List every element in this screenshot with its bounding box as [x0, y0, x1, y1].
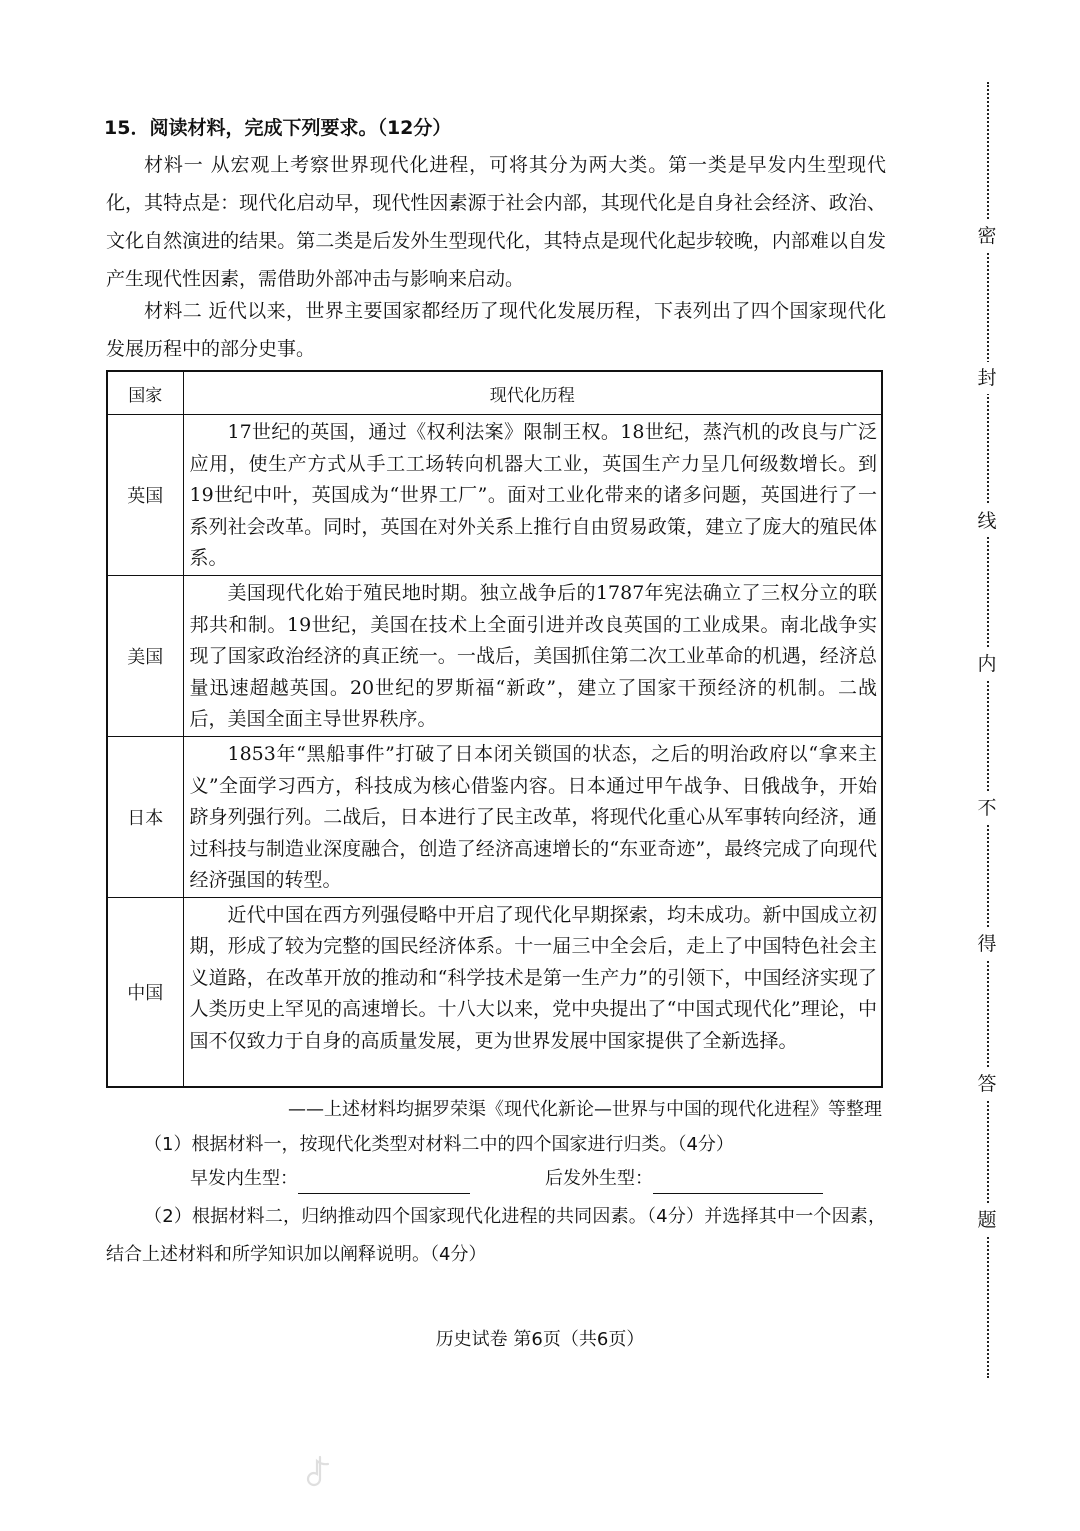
- page-footer: 历史试卷 第6页（共6页）: [435, 1329, 645, 1350]
- table-row: [107, 576, 882, 737]
- answer-line-late: [545, 1164, 823, 1194]
- seal-char: 不: [971, 792, 1003, 824]
- blank-late-exogenous[interactable]: [653, 1171, 823, 1194]
- country-cell: 中国: [107, 897, 183, 1087]
- process-cell: 17世纪的英国，通过《权利法案》限制王权。18世纪，蒸汽机的改良与广泛应用，使生产方式从手工工场转向机器大工业，英国生产力呈几何级数增长。到19世纪中叶，英国成为“世界工厂”。面对工业化带来的诸多问题，英国进行了一系列社会改革。同时，英国在对外关系上推行自由贸易政策，建立了庞大的殖民体系。: [183, 415, 882, 576]
- country-cell: 美国: [107, 576, 183, 737]
- process-cell: 美国现代化始于殖民地时期。独立战争后的1787年宪法确立了三权分立的联邦共和制。19世纪，美国在技术上全面引进并改良英国的工业成果。南北战争实现了国家政治经济的真正统一。一战后，美国抓住第二次工业革命的机遇，经济总量迅速超越英国。20世纪的罗斯福“新政”，建立了国家干预经济的机制。二战后，美国全面主导世界秩序。: [183, 576, 882, 737]
- header-country: 国家: [107, 371, 183, 415]
- seal-char: 答: [971, 1068, 1003, 1100]
- seal-char: 线: [971, 505, 1003, 537]
- label-late-exogenous: 后发外生型：: [545, 1168, 653, 1189]
- table-row: [107, 737, 882, 898]
- seal-char: 密: [971, 220, 1003, 252]
- country-cell: 日本: [107, 737, 183, 898]
- music-note-watermark-icon: [304, 1455, 334, 1493]
- question-title: 15．阅读材料，完成下列要求。（12分）: [104, 117, 452, 139]
- seal-char: 得: [971, 928, 1003, 960]
- seal-char: 内: [971, 648, 1003, 680]
- sub-question-2: （2）根据材料二，归纳推动四个国家现代化进程的共同因素。（4分）并选择其中一个因素，结合上述材料和所学知识加以阐释说明。（4分）: [106, 1206, 886, 1265]
- seal-dotted-line: [987, 82, 989, 1378]
- seal-char: 封: [971, 362, 1003, 394]
- table-header-row: [107, 371, 882, 415]
- answer-line-early: [190, 1164, 470, 1194]
- sub-question-1: （1）根据材料一，按现代化类型对材料二中的四个国家进行归类。（4分）: [144, 1134, 734, 1155]
- header-process: 现代化历程: [183, 371, 882, 415]
- process-cell: 近代中国在西方列强侵略中开启了现代化早期探索，均未成功。新中国成立初期，形成了较为完整的国民经济体系。十一届三中全会后，走上了中国特色社会主义道路，在改革开放的推动和“科学技术是第一生产力”的引领下，中国经济实现了人类历史上罕见的高速增长。十八大以来，党中央提出了“中国式现代化”理论，中国不仅致力于自身的高质量发展，更为世界发展中国家提供了全新选择。: [183, 897, 882, 1087]
- process-cell: 1853年“黑船事件”打破了日本闭关锁国的状态，之后的明治政府以“拿来主义”全面学习西方，科技成为核心借鉴内容。日本通过甲午战争、日俄战争，开始跻身列强行列。二战后，日本进行了民主改革，将现代化重心从军事转向经济，通过科技与制造业深度融合，创造了经济高速增长的“东亚奇迹”，最终完成了向现代经济强国的转型。: [183, 737, 882, 898]
- material-two: 材料二 近代以来，世界主要国家都经历了现代化发展历程，下表列出了四个国家现代化发展历程中的部分史事。: [106, 300, 886, 360]
- history-table: [106, 370, 883, 1088]
- blank-early-endogenous[interactable]: [298, 1171, 470, 1194]
- table-row: [107, 415, 882, 576]
- table-row: [107, 897, 882, 1087]
- source-note: ——上述材料均据罗荣渠《现代化新论—世界与中国的现代化进程》等整理: [288, 1099, 882, 1120]
- country-cell: 英国: [107, 415, 183, 576]
- seal-char: 题: [971, 1204, 1003, 1236]
- material-one: 材料一 从宏观上考察世界现代化进程，可将其分为两大类。第一类是早发内生型现代化，其特点是：现代化启动早，现代性因素源于社会内部，其现代化是自身社会经济、政治、文化自然演进的结果。第二类是后发外生型现代化，其特点是现代化起步较晚，内部难以自发产生现代性因素，需借助外部冲击与影响来启动。: [106, 154, 886, 290]
- label-early-endogenous: 早发内生型：: [190, 1168, 298, 1189]
